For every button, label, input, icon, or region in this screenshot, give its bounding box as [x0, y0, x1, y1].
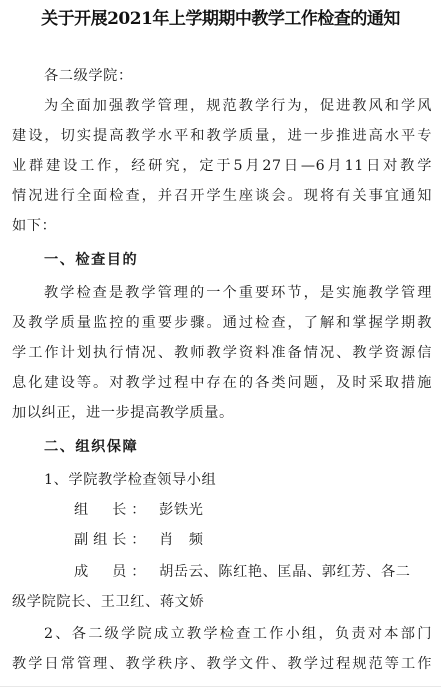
paragraph-line: 教学日常管理、教学秩序、教学文件、教学过程规范等工作 [12, 656, 432, 672]
intro-line: 为全面加强教学管理，规范教学行为，促进教风和学风 [44, 98, 432, 114]
deputy-name: 肖 频 [159, 532, 204, 548]
leader-role: 组 长： [74, 502, 146, 518]
section-heading: 一、检查目的 [44, 252, 139, 268]
members-row [74, 562, 432, 582]
page-bottom-divider [0, 686, 441, 687]
paragraph-line: 加以纠正，进一步提高教学质量。 [12, 405, 234, 421]
intro-line: 业群建设工作，经研究，定于5月27日—6月11日对教学 [12, 158, 432, 174]
paragraph-line: 学工作计划执行情况、教师教学资料准备情况、教学资源信 [12, 345, 432, 361]
leader-row [74, 500, 432, 520]
paragraph-line: 教学检查是教学管理的一个重要环节，是实施教学管理 [44, 285, 432, 301]
member-role: 成 员： [74, 564, 146, 580]
salutation: 各二级学院： [44, 68, 133, 84]
deputy-role: 副组长： [74, 532, 146, 548]
leader-name: 彭铁光 [159, 502, 204, 518]
paragraph-line: 2、各二级学院成立教学检查工作小组，负责对本部门 [44, 626, 432, 642]
members-line: 级学院院长、王卫红、蒋文娇 [12, 594, 205, 610]
members-line: 胡岳云、陈红艳、匡晶、郭红芳、各二 [159, 564, 411, 580]
intro-line: 建设，切实提高教学水平和教学质量，进一步推进高水平专 [12, 128, 432, 144]
deputy-row [74, 530, 432, 550]
section-heading: 二、组织保障 [44, 439, 139, 455]
intro-line: 情况进行全面检查，并召开学生座谈会。现将有关事宜通知 [12, 188, 432, 204]
paragraph-line: 及教学质量监控的重要步骤。通过检查，了解和掌握学期教 [12, 315, 432, 331]
document-title: 关于开展2021年上学期期中教学工作检查的通知 [41, 9, 400, 29]
paragraph-line: 息化建设等。对教学过程中存在的各类问题，及时采取措施 [12, 375, 432, 391]
intro-line: 如下： [12, 218, 57, 234]
subsection-item: 1、学院教学检查领导小组 [44, 472, 217, 488]
